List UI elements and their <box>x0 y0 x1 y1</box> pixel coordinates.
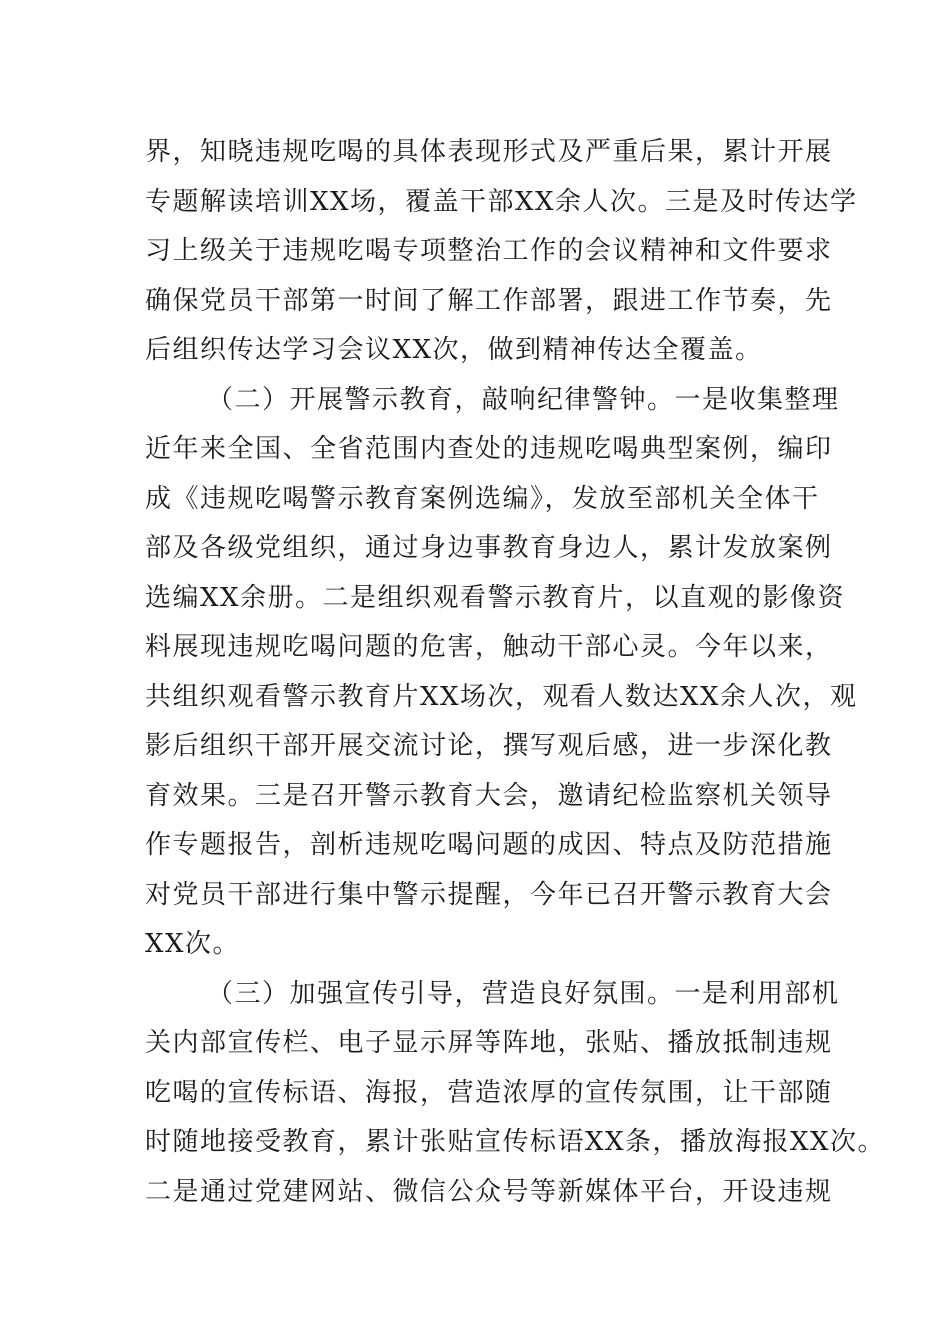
text-line: 二是通过党建网站、微信公众号等新媒体平台，开设违规 <box>145 1176 833 1207</box>
text-line: 确保党员干部第一时间了解工作部署，跟进工作节奏，先 <box>145 285 833 316</box>
text-line: 料展现违规吃喝问题的危害，触动干部心灵。今年以来， <box>145 632 833 662</box>
text-line: 吃喝的宣传标语、海报，营造浓厚的宣传氛围，让干部随 <box>145 1077 833 1108</box>
text-line: 育效果。三是召开警示教育大会，邀请纪检监察机关领导 <box>145 780 833 811</box>
text-line: 成《违规吃喝警示教育案例选编》，发放至部机关全体干 <box>145 483 820 514</box>
text-line: XX次。 <box>145 929 241 959</box>
text-line: 时随地接受教育，累计张贴宣传标语XX条，播放海报XX次。 <box>145 1127 886 1157</box>
text-line: 关内部宣传栏、电子显示屏等阵地，张贴、播放抵制违规 <box>145 1028 833 1058</box>
text-line: 近年来全国、全省范围内查处的违规吃喝典型案例，编印 <box>145 434 833 464</box>
text-line: 作专题报告，剖析违规吃喝问题的成因、特点及防范措施 <box>145 830 833 860</box>
body-text <box>145 128 886 1217</box>
text-line: 对党员干部进行集中警示提醒，今年已召开警示教育大会 <box>145 879 833 910</box>
section-heading-line: （三）加强宣传引导，营造良好氛围。一是利用部机 <box>207 978 840 1009</box>
text-line: 专题解读培训XX场，覆盖干部XX余人次。三是及时传达学 <box>145 186 858 217</box>
text-line: 选编XX余册。二是组织观看警示教育片，以直观的影像资 <box>145 582 846 613</box>
text-line: 界，知晓违规吃喝的具体表现形式及严重后果，累计开展 <box>145 137 833 167</box>
text-line: 后组织传达学习会议XX次，做到精神传达全覆盖。 <box>145 335 763 365</box>
text-line: 习上级关于违规吃喝专项整治工作的会议精神和文件要求 <box>145 236 833 266</box>
text-line: 影后组织干部开展交流讨论，撰写观后感，进一步深化教 <box>145 731 833 761</box>
text-line: 部及各级党组织，通过身边事教育身边人，累计发放案例 <box>145 533 833 563</box>
text-line: 共组织观看警示教育片XX场次，观看人数达XX余人次，观 <box>145 681 858 712</box>
section-heading-line: （二）开展警示教育，敲响纪律警钟。一是收集整理 <box>207 384 840 415</box>
